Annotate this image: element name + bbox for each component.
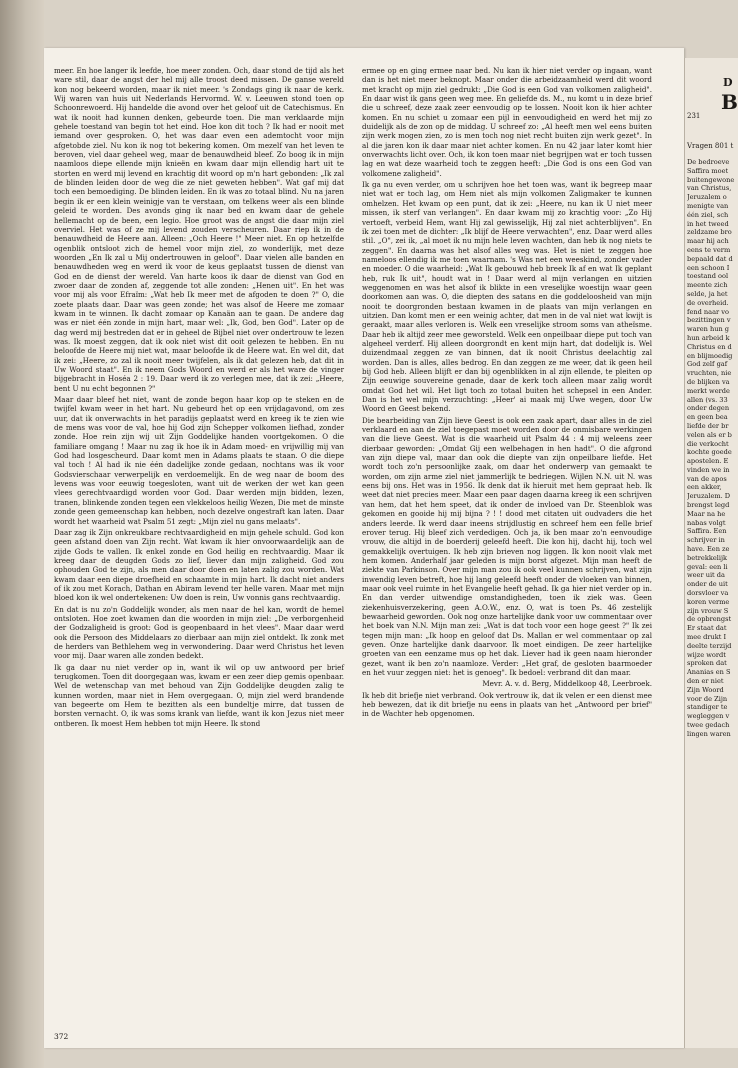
- right-page-line: Christus en d: [687, 342, 732, 351]
- right-page-line: fend naar vo: [687, 307, 729, 316]
- paragraph: Maar daar bleef het niet, want de zonde begon haar kop op te steken en de twijfel kwam weer in het hart. Nu gebeurd het op een vrijdagavond, om zes uur, dat ik onverwachts in het paradijs geplaatst werd en kreeg ik te zien wie de mens was voor de val, hoe hij God zijn Schepper volkomen liefhad, zonder zonde. Hoe rein zijn wij uit Zijn Goddelijke handen voortgekomen. O die familiare omgang ! Maar nu zag ik hoe ik in Adam moed- en vrijwillig mij van God had losgescheurd. Daar komt men in Adams plaats te staan. O die diepe val toch ! Al had ik nie één dadelijke zonde gedaan, nochtans was ik voor Godsvierschaar verwerpelijk en verdoemelijk. En de weg naar de boom des levens was voor eeuwig toegesloten, want uit de werken der wet kan geen vlees gerechtvaardigd worden voor God. Daar werden mijn bidden, lezen, tranen, blinkende zonden tegen een vlekkeloos heilig Wezen, Die met de minste zonde geen gemeenschap kan hebben, noch dezelve ongestraft kan laten. Daar wordt het waarheid wat Psalm 51 zegt: „Mijn ziel nu gans melaats".: [54, 395, 344, 526]
- paragraph: Ik ga nu even verder, om u schrijven hoe het toen was, want ik begreep maar niet wat er toch lag, om Hem niet als mijn volkomen Zaligmaker te kunnen omhelzen. Het kwam op een punt, dat ik zei: „Heere, nu kan ik U niet meer missen, ik sterf van verlangen". En daar kwam mij zo krachtig voor: „Zo Hij vertoeft, verbeid Hem, want Hij zal gewisselijk, Hij zal niet achterblijven". En ik zei toen met de dichter: „Ik blijf de Heere verwachten", enz. Daar werd alles stil. „O", zei ik, „al moet ik nu mijn hele leven wachten, dan heb ik nog niets te zeggen". En daarna was het alsof alles weg was. Het is niet te zeggen hoe nameloos ellendig ik me toen waarnam. 's Was net een weeskind, zonder vader en moeder. O die waarheid: „Wat Ik gebouwd heb breek Ik af en wat Ik geplant heb, ruk Ik uit", houdt wat in ! Daar werd al mijn verlangen en uitzien weggenomen en was het alsof ik blikte in een vreselijke woestijn waar geen doorkomen aan was. O, die diepten des satans en die goddeloosheid van mijn nooit te doorgronden bestaan kwamen in de plaats van mijn verlangen en uitzien. Dan komt men er een weinig achter, dat men in de val niet wat kwijt is geraakt, maar alles verloren is. Welk een vreselijke stroom soms van atheïsme. Daar heb ik altijd zeer mee geworsteld. Welk een onpeilbaar diepe put toch van algeheel verderf. Hij alleen doorgrondt en kent mijn hart, dat dodelijk is. Wel duizendmaal zeggen ze van binnen, dat ik nooit Christus deelachtig zal worden. Dan is alles, alles bedrog. En dan zeggen ze me weer, dat ik geen heil bij God heb. Alleen blijft er dan bij ogenblikken in al zijn ellende, te pleiten op Zijn eeuwige souvereine genade, daar de kerk toch alleen maar zalig wordt omdat God het wil. Het ligt toch zo totaal buiten het schepsel in een Ander. Dan is het wel mijn verzuchting: „Heer' ai maak mij Uwe wegen, door Uw Woord en Geest bekend.: [362, 180, 652, 414]
- right-page-line: brengst legd: [687, 501, 730, 510]
- right-page-line: selde, ja het: [687, 289, 728, 298]
- right-page-line: kochte goede: [687, 448, 732, 457]
- right-page-line: deelte terzijd: [687, 641, 732, 650]
- right-page-subheading: Vragen 801 t: [687, 142, 734, 150]
- right-page-line: have. Een ze: [687, 545, 730, 554]
- right-page-text: [687, 158, 738, 739]
- right-page-line: dorsvloer va: [687, 589, 729, 598]
- right-page-line: De bedroeve: [687, 158, 730, 166]
- right-page-line: Saffira moet: [687, 166, 729, 175]
- right-page-line: wijze wordt: [687, 650, 726, 659]
- right-page-line: vruchten, nie: [687, 369, 732, 378]
- right-page-line: God zelf gaf: [687, 360, 728, 369]
- paragraph: ermee op en ging ermee naar bed. Nu kan ik hier niet verder op ingaan, want dan is het niet meer beknopt. Maar onder die arbeidzaamheid werd dit woord met kracht op mijn ziel gedrukt: „Die God is een God van volkomen zaligheid". En daar wist ik gans geen weg mee. En geliefde ds. M., nu komt u in deze brief die u schreef, deze zaak zeer eenvoudig op te lossen. Nooit kon ik hier achter komen. En nu schiet u zomaar een pijl in eenvoudigheid en werd het mij zo duidelijk als de zon op de middag. U schreef zo: „Al heeft men wel eens buiten zijn werk mogen zien, zo is men toch nog niet recht buiten zijn werk gezet". In al die jaren kon ik daar maar niet achter komen. En nu 42 jaar later komt hier onverwachts licht over. Och, ik kon toen maar niet begrijpen wat er toch tussen lag en wat deze waarheid toch te zeggen heeft: „Die God is ons een God van volkomene zaligheid".: [362, 66, 652, 178]
- right-page-line: Maar na he: [687, 509, 726, 518]
- right-page-line: nabas volgt: [687, 518, 726, 527]
- right-page-line: onder de uit: [687, 580, 728, 589]
- right-page-header-small: D: [723, 76, 733, 89]
- right-page-line: mee drukt I: [687, 633, 727, 642]
- right-page-number: 231: [687, 112, 701, 120]
- right-page-line: velen als er b: [687, 430, 732, 439]
- right-page-line: twee gedach: [687, 721, 730, 729]
- right-page-line: onder degen: [687, 404, 730, 413]
- right-page-line: toestand ool: [687, 272, 729, 281]
- right-page-line: voor de Zijn: [687, 694, 728, 703]
- right-page-line: den er niet: [687, 677, 724, 686]
- right-page-line: weer uit da: [687, 571, 725, 580]
- right-page-line: de blijken va: [687, 377, 730, 386]
- right-page-line: vinden we in: [687, 465, 730, 474]
- right-page-line: Ananias en S: [687, 668, 731, 677]
- right-page-line: standiger te: [687, 703, 728, 712]
- right-page-line: bezittingen v: [687, 316, 731, 325]
- right-page-line: meente zich: [687, 281, 728, 290]
- right-page-line: zijn vrouw S: [687, 606, 729, 615]
- right-page-line: Jeruzalem o: [687, 193, 727, 202]
- right-page-line: eens te verm: [687, 245, 731, 254]
- right-page-line: geval: een li: [687, 562, 728, 571]
- right-page-line: wegleggen v: [687, 712, 730, 721]
- right-page-line: koren verme: [687, 597, 730, 606]
- right-page-line: een schoon I: [687, 263, 730, 272]
- text-column-right: [362, 66, 652, 721]
- right-page-line: de overheid.: [687, 298, 729, 307]
- right-page-line: die verkocht: [687, 439, 729, 448]
- left-page: [44, 48, 684, 1048]
- right-page-line: Jeruzalem. D: [687, 492, 731, 501]
- page-number: 372: [54, 1032, 69, 1041]
- right-page-line: van Christus,: [687, 184, 732, 193]
- right-page-line: liefde der br: [687, 421, 729, 430]
- right-page-line: een akker,: [687, 483, 722, 492]
- right-page-line: menigte van: [687, 201, 729, 210]
- right-page-line: allen (vs. 33: [687, 395, 728, 404]
- right-page-line: en geen bea: [687, 413, 728, 422]
- right-page-line: in het tweed: [687, 219, 729, 228]
- right-page-line: zeldzame bro: [687, 228, 732, 237]
- right-page-header-large: B: [721, 90, 738, 114]
- right-page-line: van de apos: [687, 474, 727, 483]
- signature: Mevr. A. v. d. Berg, Middelkoop 48, Leerbroek.: [482, 679, 652, 689]
- right-page-line: Saffira. Een: [687, 527, 727, 536]
- right-page-line: waren hun g: [687, 325, 730, 334]
- right-page-line: Er staat dat: [687, 624, 727, 633]
- right-page: [684, 58, 738, 1048]
- right-page-line: merkt werde: [687, 386, 730, 395]
- right-page-line: betrekkelijk: [687, 553, 727, 562]
- right-page-line: sproken dat: [687, 659, 727, 668]
- text-column-left: [54, 66, 344, 730]
- paragraph: Daar zag ik Zijn onkreukbare rechtvaardigheid en mijn gehele schuld. God kon geen afstand doen van Zijn recht. Wat kwam ik hier onvoorwaardelijk aan de zijde Gods te vallen. Ik enkel zonde en God heilig en rechtvaardig. Maar ik kreeg daar de deugden Gods zo lief, liever dan mijn zaligheid. God zou ophouden God te zijn, als men daar door doen en laten zalig zou worden. Wat kwam daar een diepe droefheid en schaamte in mijn hart. Ik dacht niet anders of ik zou met Korach, Dathan en Abiram levend ter helle varen. Maar met mijn bloed kon ik wel ondertekenen: Uw doen is rein, Uw vonnis gans rechtvaardig.: [54, 527, 344, 603]
- binding-edge: [0, 0, 44, 1068]
- right-page-line: en blijmoedig: [687, 351, 733, 360]
- right-page-line: lingen waren: [687, 729, 731, 738]
- right-page-line: hun arbeid k: [687, 333, 730, 342]
- paragraph: En dat is nu zo'n Goddelijk wonder, als men naar de hel kan, wordt de hemel ontsloten. Hoe zoet kwamen dan die woorden in mijn ziel: „De verborgenheid der Godzaligheid is groot: God is geopenbaard in het vlees". Maar daar werd ook die Persoon des Middelaars zo dierbaar aan mijn ziel ontdekt. Ik zonk met de herders van Bethlehem weg in verwondering. Daar werd Christus het leven voor mij. Daar waren alle zonden bedekt.: [54, 604, 344, 661]
- right-page-line: maar hij ach: [687, 237, 729, 246]
- paragraph: Die bearbeiding van Zijn lieve Geest is ook een zaak apart, daar alles in de ziel verklaard en aan de ziel toegepast moet worden door de onmisbare werkingen van die lieve Geest. Wat is die waarheid uit Psalm 44 : 4 mij weleens zeer dierbaar geworden: „Omdat Gij een welbehagen in hen hadt". O die afgrond van zijn diepe val, maar dan ook die diepte van zijn onpeilbare liefde. Het wordt toch zo'n persoonlijke zaak, om daar het onderwerp van gemaakt te worden, om zijn arme ziel niet jammerlijk te bedriegen. Wijlen N.N. uit N. was eens bij ons. Het was in 1956. Ik denk dat ik hieruit met hem gepraat heb. Ik weet dat niet precies meer. Maar een paar dagen daarna kreeg ik een schrijven van hem, dat het hem speet, dat ik onder de invloed van Dr. Steenblok was gekomen en gooide hij mij bijna ? ! ! dood met citaten uit oudvaders die het anders leerde. Ik werd daar ineens strijdlustig en schreef hem een felle brief erover terug. Hij bleef zich verdedigen. Och ja, ik ben maar zo'n eenvoudige vrouw, die altijd in de boerderij geleefd heeft. Die kon hij, dacht hij, toch wel gemakkelijk overtuigen. Ik heb zijn brieven nog liggen. Ik kon nooit vlak met hem komen. Anderhalf jaar geleden is mijn borst afgezet. Mijn man heeft de ziekte van Parkinson. Over mijn man zou ik ook veel kunnen schrijven, wat zijn inwendig leven betreft, hoe hij lang geleefd heeft onder de vloeken van binnen, maar ook veel ruimte in het Evangelie heeft gehad. Ik ga hier niet verder op in. En dan verder uitwendige omstandigheden, toen ik ziek was. Geen ziekenhuisverzekering, geen A.O.W., enz. O, wat is toen Ps. 46 zestelijk bewaarheid geworden. Ook nog onze hartelijke dank voor uw commentaar over het boek van N.N. Mijn man zei: „Wat is dat toch voor een hoge geest ?" Ik zei tegen mijn man: „Ik hoop en geloof dat Ds. Mallan er wel commentaar op zal geven. Onze hartelijke dank daarvoor. Ik moet eindigen. De zeer hartelijke groeten van een eenzame mus op het dak. Liever had ik geen naam hieronder gezet, want ik ben zo'n naamloze. Verder: „Het graf, de gesloten baarmoeder en het vuur zeggen niet: het is genoeg". Ik bedoel: verbrand dit dan maar.: [362, 415, 652, 677]
- paragraph: meer. En hoe langer ik leefde, hoe meer zonden. Och, daar stond de tijd als het ware stil, daar de angst der hel mij alle troost deed missen. De ganse wereld kon nog bekeerd worden, maar ik niet meer. 's Zondags ging ik naar de kerk. Wij waren van huis uit Nederlands Hervormd. W. v. Leeuwen stond toen op Schoonrewoerd. Hij handelde die avond over het geloof uit de Catechismus. En wat ik nooit had kunnen denken, gebeurde toen. Die man verklaarde mijn gehele toestand van begin tot het eind. Hoe kon dit toch ? Ik had er nooit met iemand over gesproken. O, het was daar even een ademtocht voor mijn afgetobde ziel. Nu kon ik nog tot bekering komen. Om mezelf van het leven te beroven, viel daar geheel weg, maar de benauwdheid bleef. Zo boog ik in mijn naamloos diepe ellende mijn knieën en kwam daar mijn ellendig hart uit te storten en werd mij levend en krachtig dit woord op m'n hart gebonden: „Ik zal de blinden leiden door de weg die ze niet geweten hebben". Wat gaf mij dat toch een bemoediging. De blinden leiden. En ik was zo totaal blind. Nu na jaren begin ik er een klein weinigje van te verstaan, om telkens weer als een blinde geleid te worden. Des avonds ging ik naar bed en kwam daar de gehele hellemacht op de been, een legio. Hoe groot was de angst die daar mijn ziel overviel. Het was of ze mij levend zouden verscheuren. Daar riep ik in de benauwdheid de Heere aan. Alleen: „Och Heere !" Meer niet. En op hetzelfde ogenblik ontsloot zich de hemel voor mijn ziel, zo wonderlijk, met deze woorden „En Ik zal u Mij ondertrouwen in geloof". Daar vielen alle banden en benauwdheden weg en werd ik voor de keus geplaatst tussen de dienst van God en de dienst der wereld. Van harte koos ik daar de dienst van God en zwoer daar de zonden af, zeggende tot alle zonden: „Henen uit". En het was voor mij als voor Efraïm: „Wat heb Ik meer met de afgoden te doen ?" O, die zoete plaats daar. Daar was geen zonde; het was alsof de Heere me zomaar kwam in te winnen. Ik dacht zomaar op Kanaän aan te gaan. De andere dag was er niet één zonde in mijn hart, maar wel: „Ik, God, ben God". Later op de dag werd mij bestreden dat er in geheel de Bijbel niet over ondertrouw te lezen was. Ik moest zeggen, dat ik ook niet wist dit ooit gelezen te hebben. En nu beloofde de Heere mij niet wat, maar beloofde ik de Heere wat. En wel dit, dat ik zei: „Heere, zo zal ik nooit meer twijfelen, als ik dat gelezen heb, dat dit in Uw Woord staat". En ik neem Gods Woord en werd er als het ware de vinger bijgebracht in Hoséa 2 : 19. Daar werd ik zo verlegen mee, dat ik zei: „Heere, bent U nu echt begonnen ?": [54, 66, 344, 393]
- paragraph: Ik ga daar nu niet verder op in, want ik wil op uw antwoord per brief terugkomen. Toen dit doorgegaan was, kwam er een zeer diep gemis openbaar. Wel de wetenschap van met behoud van Zijn Goddelijke deugden zalig te kunnen worden, maar niet in Hem overgegaan. O, mijn ziel werd brandende van begeerte om Hem te bezitten als een bundeltje mirre, dat tussen de borsten vernacht. O, ik was soms krank van liefde, want ik kon Jezus niet meer ontberen. Ik moest Hem hebben tot mijn Heere. Ik stond: [54, 662, 344, 728]
- right-page-line: Zijn Woord: [687, 685, 724, 694]
- closing-paragraph: Ik heb dit briefje niet verbrand. Ook vertrouw ik, dat ik velen er een dienst mee heb bewezen, dat ik dit briefje nu eens in plaats van het „Antwoord per brief" in de Wachter heb opgenomen.: [362, 690, 652, 719]
- right-page-line: de opbrengst: [687, 615, 732, 624]
- right-page-line: één ziel, sch: [687, 210, 729, 219]
- right-page-line: buitengewone: [687, 175, 735, 184]
- right-page-line: bepaald dat d: [687, 254, 733, 263]
- right-page-line: apostelen. E: [687, 457, 729, 466]
- right-page-line: schrijver in: [687, 536, 725, 545]
